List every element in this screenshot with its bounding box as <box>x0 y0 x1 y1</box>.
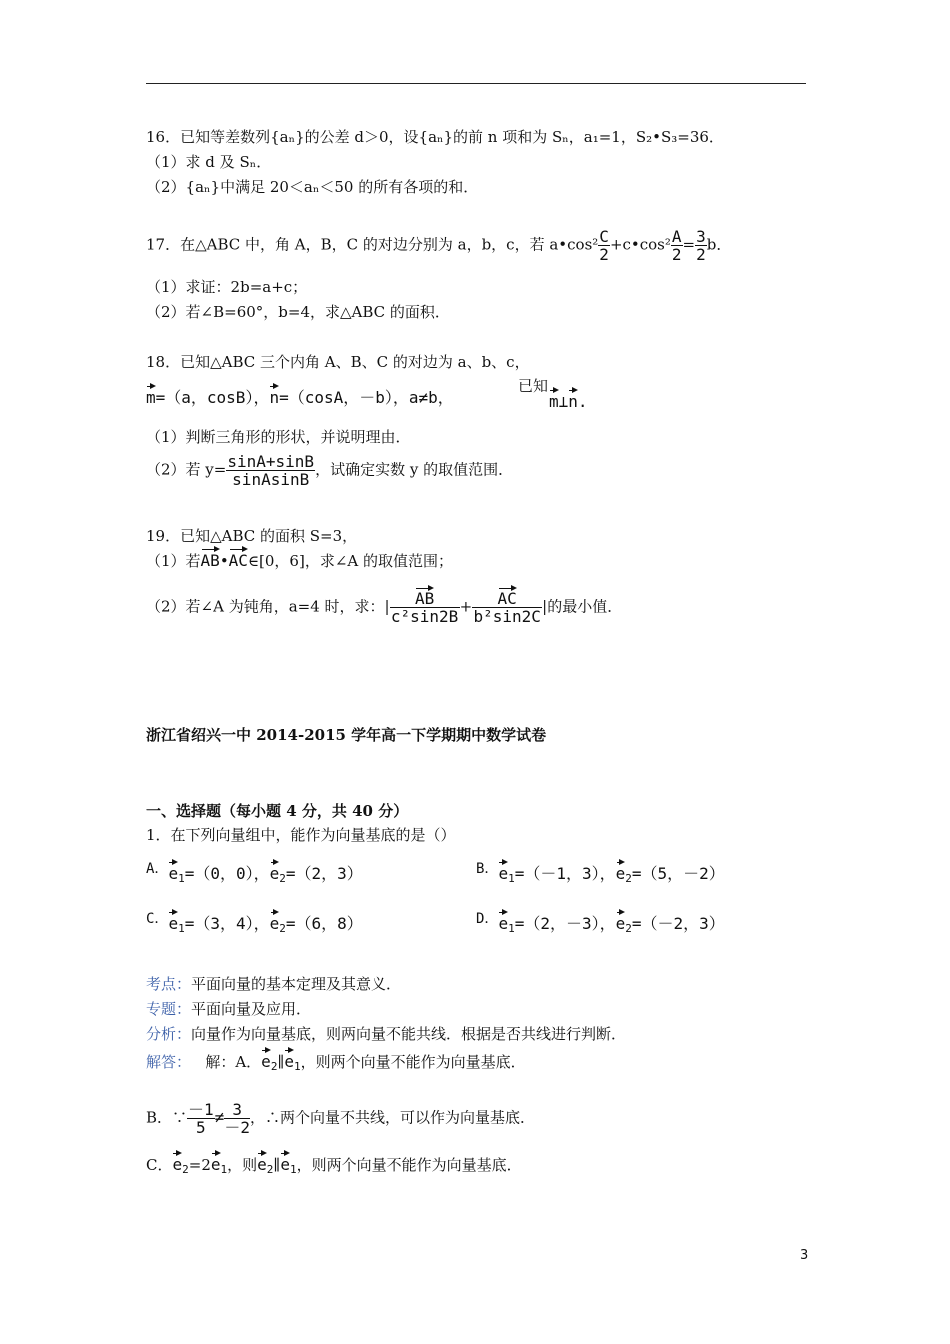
exam-title: 浙江省绍兴一中 2014-2015 学年高一下学期期中数学试卷 <box>146 726 547 744</box>
q17-mid: +c•cos² <box>609 235 671 254</box>
n-value: =（cosA，－b），a≠b， <box>279 388 454 407</box>
option-c: C．$e_1=(3$，4），$e_2=(6$，8） <box>146 911 363 935</box>
q18-part1: （1）判断三角形的形状，并说明理由． <box>146 428 411 446</box>
solution-c: C．$e_2=2e_1$，则$e_2\parallel e_1$，则两个向量不能作为向量基底． <box>146 1155 522 1176</box>
vector-m: m <box>146 388 156 407</box>
perp-dot: . <box>577 392 588 411</box>
q17-part1: （1）求证：2b=a+c； <box>146 278 308 296</box>
solution-b: B．∵ $\frac{-1}{5}$ ≠ $\frac{3}{-2}$ ，∴两个向量不共线，可以作为向量基底． <box>146 1100 535 1137</box>
q17-part2: （2）若∠B=60°，b=4，求△ABC 的面积． <box>146 303 450 321</box>
q16-part2: （2）{aₙ}中满足 20＜aₙ＜50 的所有各项的和． <box>146 178 479 196</box>
q17-frac-32: $\frac{3}{2}$ <box>696 227 706 264</box>
option-a: A．$e_1=(0$，0），$e_2=(2$，3） <box>146 861 363 885</box>
option-b: B．$e_1=(-1$，3），$e_2=(5$，－2） <box>476 861 725 885</box>
q19-stem: 19．已知△ABC 的面积 S=3， <box>146 527 358 545</box>
q16-part1: （1）求 d 及 Sₙ． <box>146 153 272 171</box>
q17-stem-text: 17．在△ABC 中，角 A，B，C 的对边分别为 a，b，c，若 a•cos² <box>146 235 599 254</box>
m-value: =（a，cosB）， <box>155 388 270 407</box>
q17-frac-a2: $\frac{A}{2}$ <box>671 227 682 264</box>
q19-frac-ab: $\frac{AB}{\text{c²sin2B}}$ <box>390 589 459 626</box>
q19-part1: （1）若AB•AC∈[0，6]，求∠A 的取值范围； <box>146 551 454 570</box>
vector-m-perp: m <box>549 392 559 411</box>
q18-perp <box>549 392 588 411</box>
q18-part2-lead: （2）若 y= <box>146 460 227 479</box>
vector-n: n <box>269 388 280 407</box>
q17-frac-c2: $\frac{C}{2}$ <box>599 227 609 264</box>
vector-ac: AC <box>228 551 248 570</box>
q18-vectors <box>146 385 454 408</box>
perp-symbol: ⊥ <box>558 392 569 411</box>
section-heading: 一、选择题（每小题 4 分，共 40 分） <box>146 802 409 820</box>
jieda: 解答： 解：A．$e_2\parallel e_1$，则两个向量不能作为向量基底． <box>146 1052 526 1073</box>
q17-stem <box>146 228 731 263</box>
q17-tail: b． <box>706 235 732 254</box>
q1-stem: 1．在下列向量组中，能作为向量基底的是（） <box>146 826 456 844</box>
option-d: D．$e_1=(2$，－3），$e_2=(-2$，3） <box>476 911 725 935</box>
q17-eq: = <box>682 235 696 254</box>
page-number: 3 <box>800 1248 809 1263</box>
q18-known: 已知 <box>518 377 549 395</box>
header-rule <box>146 83 806 84</box>
kaodian: 考点：平面向量的基本定理及其意义． <box>146 975 402 993</box>
vector-n-perp: n <box>568 392 578 411</box>
q18-y-fraction: $\frac{\sin A+\sin B}{\text{sinAsinB}}$ <box>227 452 315 489</box>
q18-part2 <box>146 453 513 488</box>
q18-part2-tail: ，试确定实数 y 的取值范围． <box>315 460 514 479</box>
q19-part2: （2）若∠A 为钝角，a=4 时，求：| $\frac{AB}{\text{c²sin2B}}$ + $\frac{AC}{\text{b²sin2C}}$ |的最小值． <box>146 589 623 626</box>
q19-frac-ac: $\frac{AC}{\text{b²sin2C}}$ <box>473 589 541 626</box>
q18-stem: 18．已知△ABC 三个内角 A、B、C 的对边为 a、b、c， <box>146 353 530 371</box>
vector-ab: AB <box>200 551 220 570</box>
zhuanti: 专题：平面向量及应用． <box>146 1000 312 1018</box>
fenxi: 分析：向量作为向量基底，则两向量不能共线．根据是否共线进行判断． <box>146 1025 627 1043</box>
q16-stem: 16．已知等差数列{aₙ}的公差 d＞0，设{aₙ}的前 n 项和为 Sₙ，a₁=1，S₂•S₃=36． <box>146 128 724 146</box>
